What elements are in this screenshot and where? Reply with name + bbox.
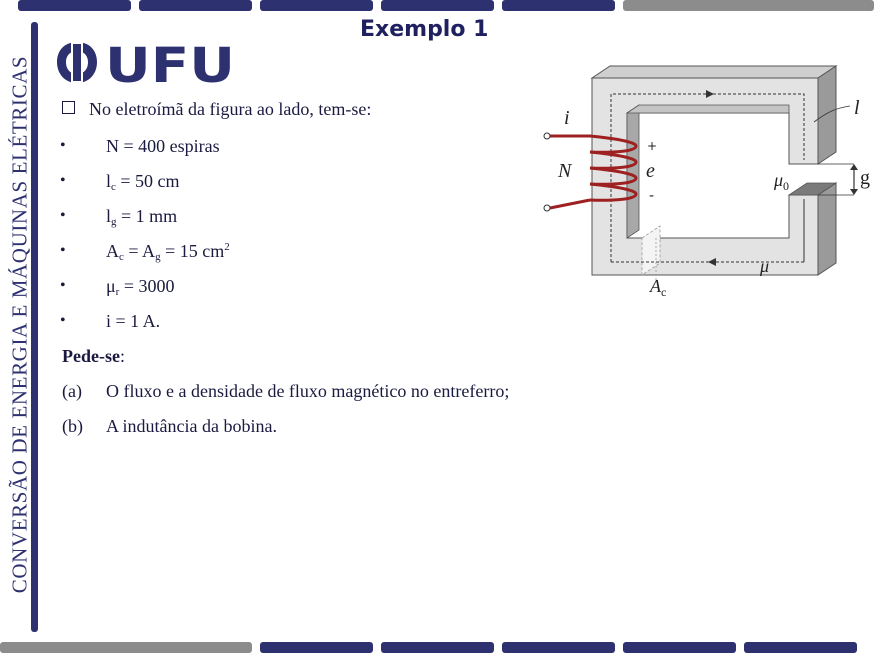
- terminal-bottom: [544, 205, 550, 211]
- given-area: $A_c = A_g = 15$ $cm^2$: [106, 241, 230, 263]
- bullet-2: •: [60, 172, 66, 189]
- bottom-bar-2: [260, 642, 373, 653]
- top-bar-5: [502, 0, 615, 11]
- bottom-bar-6: [744, 642, 857, 653]
- item-b-tag: (b): [62, 416, 83, 436]
- request-label: Pede-se:: [62, 346, 125, 366]
- window-left-shade: [627, 105, 639, 238]
- checkbox-icon: [62, 101, 75, 114]
- label-e: e: [646, 160, 655, 182]
- bottom-bar-1: [0, 642, 252, 653]
- core-right-face: [818, 66, 836, 164]
- bullet-1: •: [60, 137, 66, 154]
- top-bar-3: [260, 0, 373, 11]
- top-bar-4: [381, 0, 494, 11]
- bullet-6: •: [60, 312, 66, 329]
- given-n: N = 400 espiras: [106, 136, 220, 156]
- label-minus: -: [649, 188, 655, 204]
- core-right-lower-face: [818, 183, 836, 275]
- item-a-tag: (a): [62, 381, 82, 401]
- bullet-4: •: [60, 242, 66, 259]
- slide-title: Exemplo 1: [360, 17, 489, 42]
- given-lc: $l_c = 50$ cm: [106, 171, 180, 193]
- label-plus: +: [647, 139, 658, 153]
- intro-text: No eletroímã da figura ao lado, tem-se:: [89, 99, 372, 119]
- given-lg: $l_g = 1$ mm: [106, 206, 178, 228]
- label-i: i: [564, 107, 570, 129]
- given-i: i = 1 A.: [106, 311, 161, 331]
- item-a-text: O fluxo e a densidade de fluxo magnético no entreferro;: [106, 381, 510, 401]
- label-n: N: [558, 160, 572, 182]
- terminal-top: [544, 133, 550, 139]
- bottom-bar-4: [502, 642, 615, 653]
- given-mu: $\mu_r = 3000$: [106, 276, 175, 298]
- logo-text: UFU: [105, 40, 235, 86]
- label-mu: μ: [760, 256, 770, 276]
- item-b-text: A indutância da bobina.: [106, 416, 277, 436]
- electromagnet-diagram: [538, 60, 874, 305]
- bullet-5: •: [60, 277, 66, 294]
- intro-line: [62, 99, 371, 120]
- label-l: l: [854, 97, 860, 119]
- window-top-shade: [627, 105, 789, 113]
- side-title: CONVERSÃO DE ENERGIA E MÁQUINAS ELÉTRICAS: [7, 55, 32, 594]
- bottom-bar-5: [623, 642, 736, 653]
- bullet-3: •: [60, 207, 66, 224]
- ufu-logo: [55, 40, 240, 91]
- top-bar-2: [139, 0, 252, 11]
- top-bar-1: [18, 0, 131, 11]
- bottom-bar-3: [381, 642, 494, 653]
- label-g: g: [860, 167, 870, 189]
- top-bar-6: [623, 0, 874, 11]
- label-mu0: $\mu_0$: [774, 170, 790, 193]
- label-ac: $A_c$: [650, 276, 667, 299]
- core-top-face: [592, 66, 836, 78]
